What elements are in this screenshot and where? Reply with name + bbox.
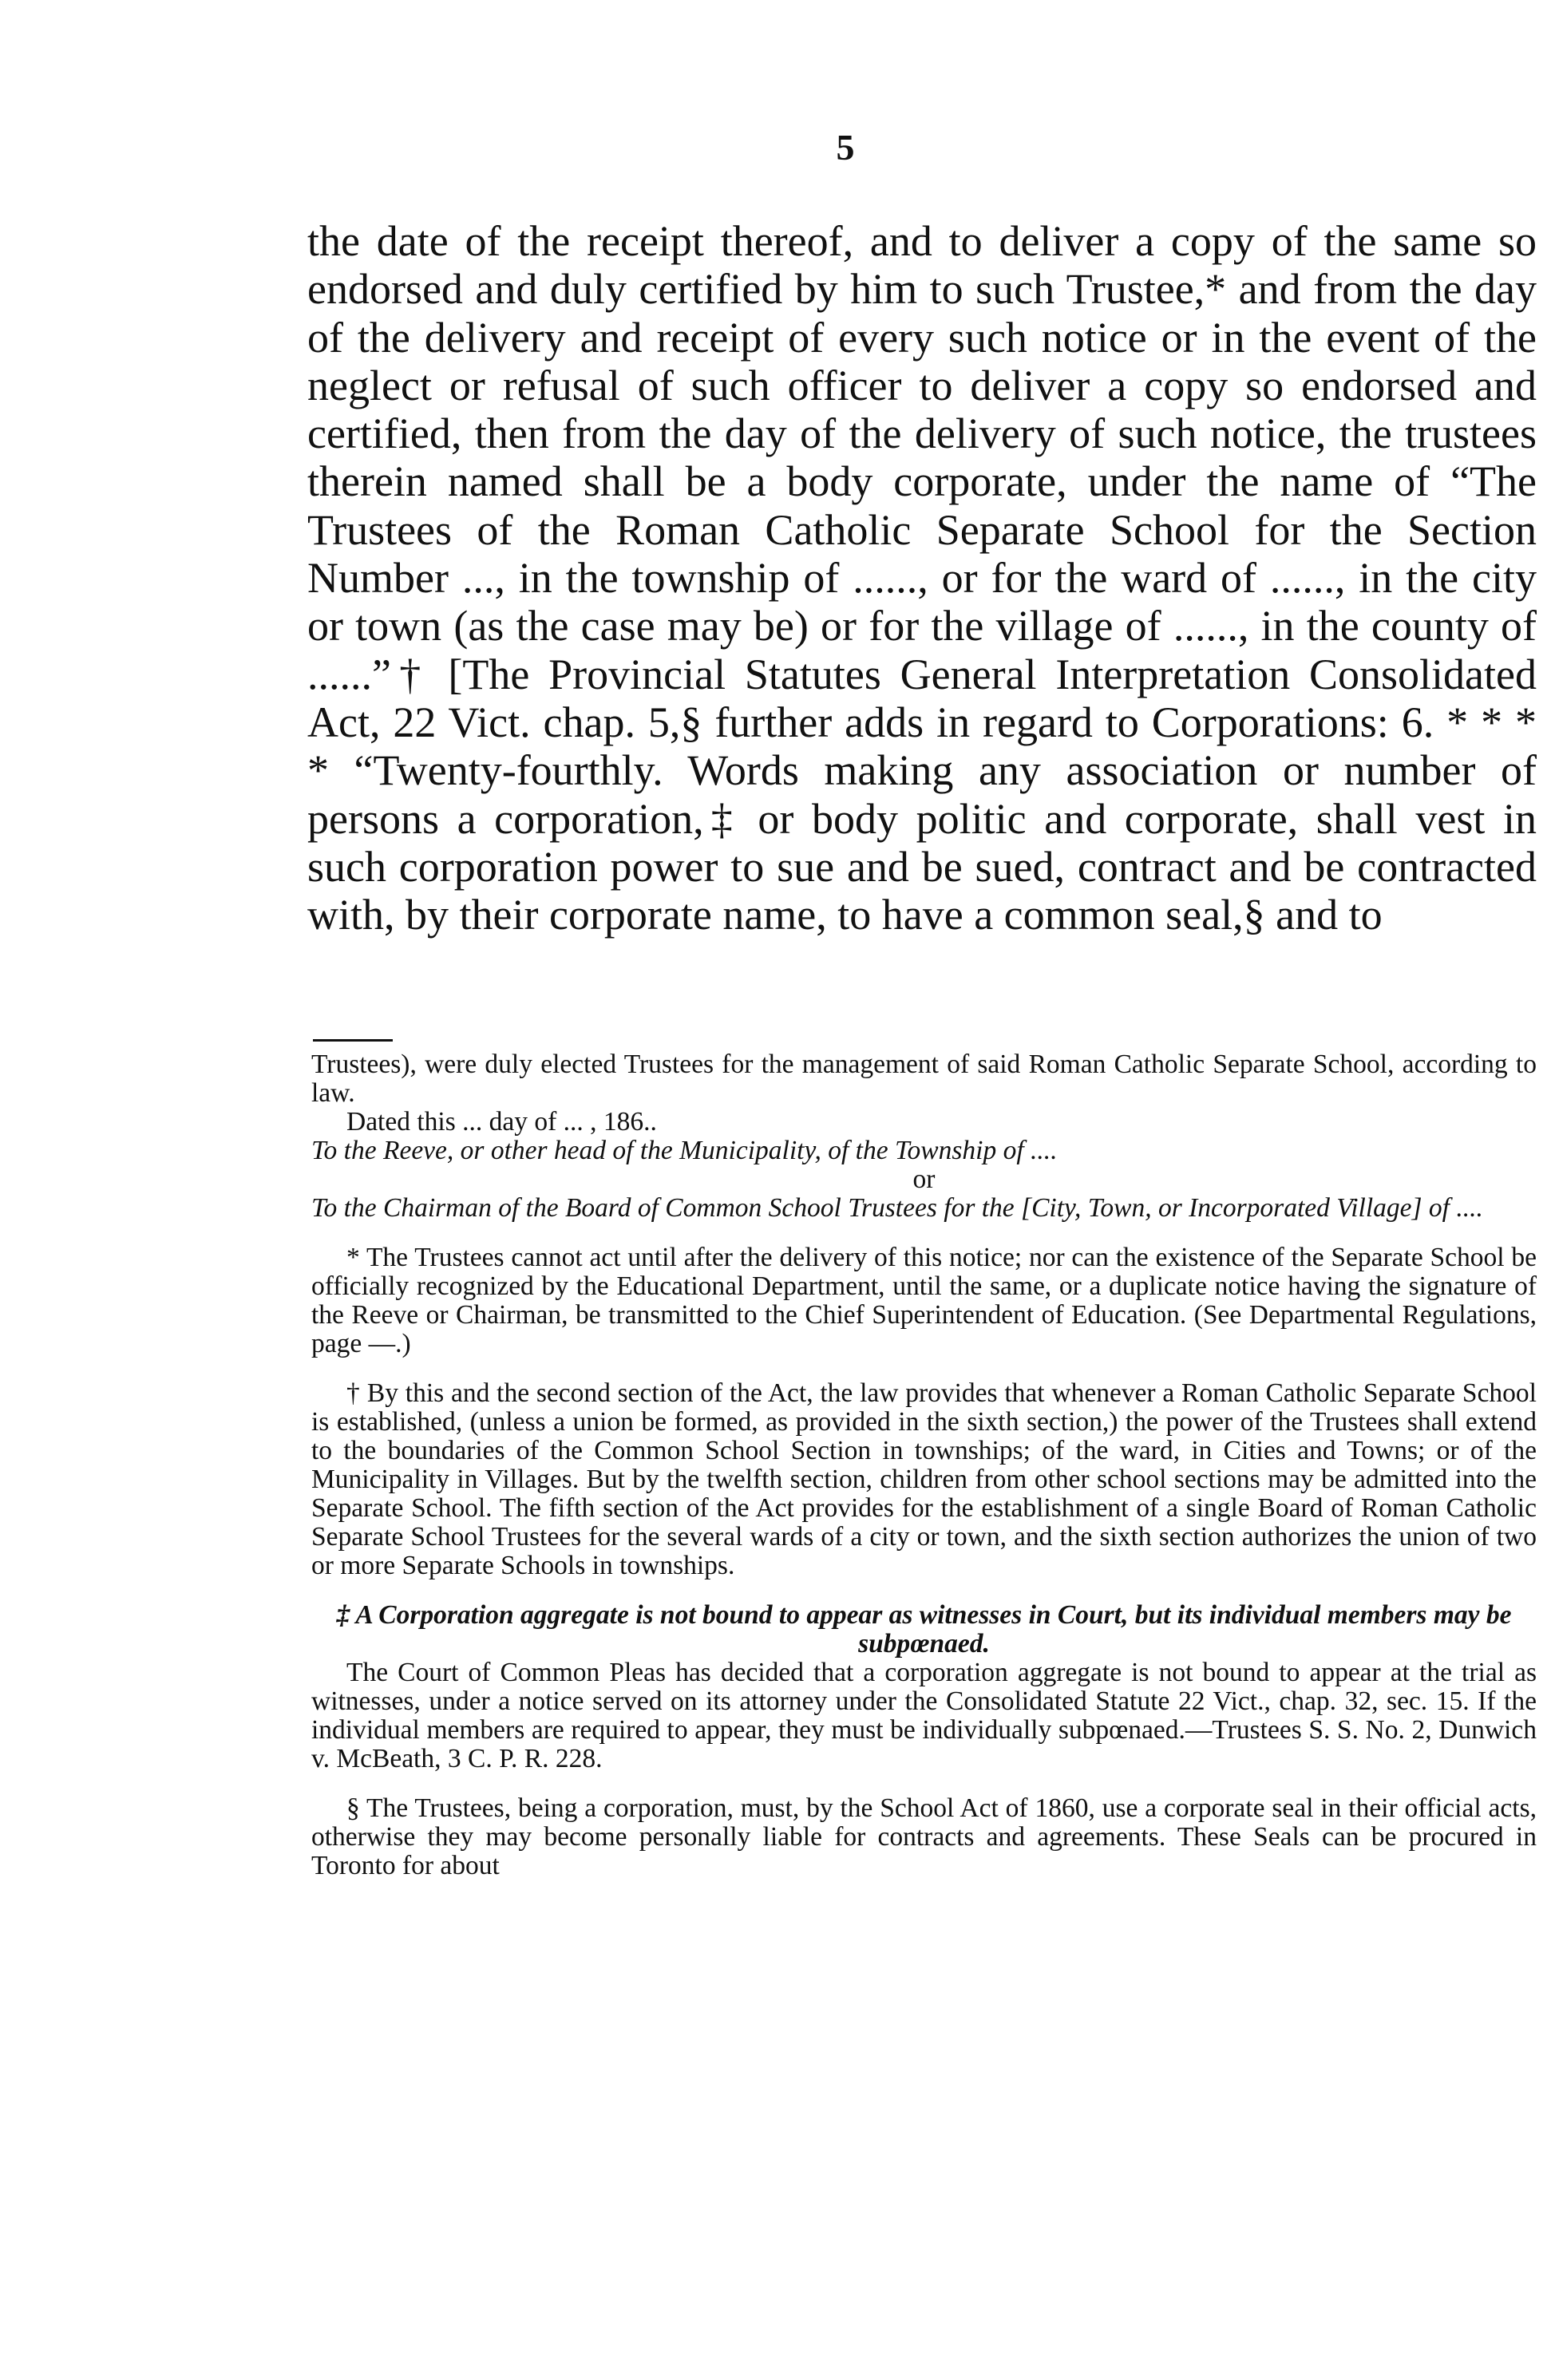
footnote-divider xyxy=(313,1039,393,1042)
footnote-dagger: † By this and the second section of the Act, the law provides that whenever a Roman Catholic Separate School is established, (unless a union be formed, as provided in the sixth section,) the power of the Trustees shall extend to the boundaries of the Common School Section in townships; of the ward, in Cities and Towns; or of the Municipality in Villages. But by the twelfth section, children from other school sections may be admitted into the Separate School. The fifth section of the Act provides for the establishment of a single Board of Roman Catholic Separate School Trustees for the several wards of a city or town, and the sixth section authorizes the union of two or more Separate Schools in townships. xyxy=(311,1378,1537,1580)
footnote-section: § The Trustees, being a corporation, must, by the School Act of 1860, use a corporate seal in their official acts, otherwise they may become personally liable for contracts and agreements. These Seals can be procured in Toronto for about xyxy=(311,1793,1537,1880)
form-trustees-line: Trustees), were duly elected Trustees for the management of said Roman Catholic Separate School, according to law. xyxy=(311,1050,1537,1108)
footnote-asterisk: * The Trustees cannot act until after the delivery of this notice; nor can the existence of the Separate School be officially recognized by the Educational Department, until the same, or a duplicate notice having the signature of the Reeve or Chairman, be transmitted to the Chief Superintendent of Education. (See Departmental Regulations, page —.) xyxy=(311,1243,1537,1358)
main-text xyxy=(307,217,1537,939)
body-paragraph: the date of the receipt thereof, and to deliver a copy of the same so endorsed and duly certified by him to such Trustee,* and from the day of the delivery and receipt of every such notice or in the event of the neglect or refusal of such officer to deliver a copy so endorsed and certified, then from the day of the delivery of such notice, the trustees therein named shall be a body corporate, under the name of “The Trustees of the Roman Catholic Separate School for the Section Number ..., in the township of ......, or for the ward of ......, in the city or town (as the case may be) or for the village of ......, in the county of ......”† [The Provincial Statutes General Interpretation Consolidated Act, 22 Vict. chap. 5,§ further adds in regard to Corporations: 6. * * * * “Twenty-fourthly. Words making any association or number of persons a corporation,‡ or body politic and corporate, shall vest in such corporation power to sue and be sued, contract and be contracted with, by their corporate name, to have a common seal,§ and to xyxy=(307,217,1537,939)
footnote-double-dagger-body: The Court of Common Pleas has decided that a corporation aggregate is not bound to appear at the trial as witnesses, under a notice served on its attorney under the Consolidated Statute 22 Vict., chap. 32, sec. 15. If the individual members are required to appear, they must be individually subpœnaed.—Trustees S. S. No. 2, Dunwich v. McBeath, 3 C. P. R. 228. xyxy=(311,1658,1537,1773)
form-or-line: or xyxy=(912,1164,936,1194)
footnote-double-dagger-heading: ‡ A Corporation aggregate is not bound to appear as witnesses in Court, but its individual members may be subpœnaed. xyxy=(336,1600,1512,1658)
footnotes-section xyxy=(311,1050,1537,1880)
form-to-reeve-line: To the Reeve, or other head of the Municipality, of the Township of .... xyxy=(311,1136,1058,1165)
form-dated-line: Dated this ... day of ... , 186.. xyxy=(346,1107,657,1137)
page-number: 5 xyxy=(836,127,855,168)
form-to-chairman-line: To the Chairman of the Board of Common School Trustees for the [City, Town, or Incorporated Village] of .... xyxy=(311,1193,1483,1223)
